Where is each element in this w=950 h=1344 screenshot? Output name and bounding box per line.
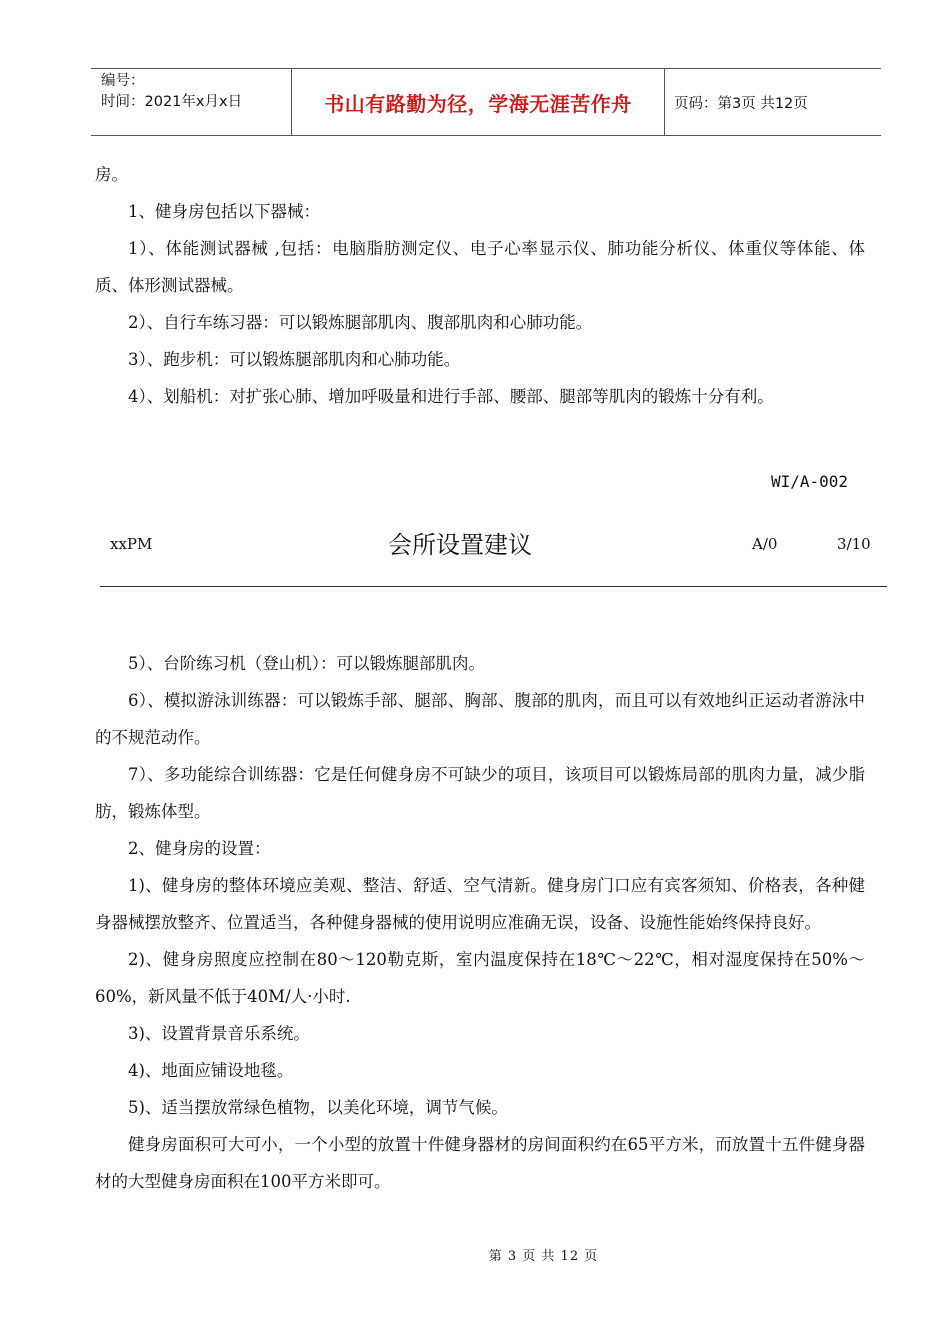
paragraph: 健身房面积可大可小，一个小型的放置十件健身器材的房间面积约在65平方米，而放置十五件健身器材的大型健身房面积在100平方米即可。	[95, 1135, 865, 1191]
page-footer	[0, 1245, 950, 1264]
paragraph: 3)、设置背景音乐系统。	[128, 1024, 310, 1043]
paragraph: 房。	[95, 165, 128, 184]
document-page-label: 3/10	[837, 535, 871, 553]
document-title: 会所设置建议	[388, 531, 532, 559]
paragraph: 1、健身房包括以下器械：	[128, 202, 320, 221]
paragraph: 1)、健身房的整体环境应美观、整洁、舒适、空气清新。健身房门口应有宾客须知、价格表，各种健身器械摆放整齐、位置适当，各种健身器械的使用说明应准确无误，设备、设施性能始终保持良好。	[95, 876, 865, 932]
paragraph: 6）、模拟游泳训练器：可以锻炼手部、腿部、胸部、腹部的肌肉，而且可以有效地纠正运动者游泳中的不规范动作。	[95, 691, 865, 747]
paragraph: 7）、多功能综合训练器：它是任何健身房不可缺少的项目，该项目可以锻炼局部的肌肉力量，减少脂肪，锻炼体型。	[95, 765, 865, 821]
title-divider	[100, 586, 887, 587]
paragraph: 1）、体能测试器械 ,包括：电脑脂肪测定仪、电子心率显示仪、肺功能分析仪、体重仪等体能、体质、体形测试器械。	[95, 239, 865, 295]
document-title-row	[0, 523, 950, 563]
paragraph: 4)、地面应铺设地毯。	[128, 1061, 294, 1080]
company-name: xxPM	[110, 535, 153, 553]
header-meta-cell	[91, 69, 292, 135]
section-1-text	[95, 156, 865, 415]
section-2-text	[95, 645, 865, 1200]
document-code: WI/A-002	[771, 472, 849, 491]
paragraph: 5）、台阶练习机（登山机）：可以锻炼腿部肌肉。	[128, 654, 485, 673]
page-header-table	[91, 68, 881, 136]
paragraph: 2)、健身房照度应控制在80～120勒克斯，室内温度保持在18℃～22℃，相对湿度保持在50%～60%，新风量不低于40M/人·小时.	[95, 950, 865, 1006]
time-label: 时间：2021年x月x日	[101, 94, 243, 110]
paragraph: 3）、跑步机：可以锻炼腿部肌肉和心肺功能。	[128, 350, 461, 369]
header-page-info: 页码：第3页 共12页	[674, 95, 808, 112]
paragraph: 2、健身房的设置：	[128, 839, 271, 858]
paragraph: 2）、自行车练习器：可以锻炼腿部肌肉、腹部肌肉和心肺功能。	[128, 313, 593, 332]
footer-page-number: 第 3 页 共 12 页	[488, 1249, 599, 1264]
revision-label: A/0	[752, 535, 778, 553]
doc-number-label: 编号：	[101, 73, 145, 89]
paragraph: 4）、划船机：对扩张心肺、增加呼吸量和进行手部、腰部、腿部等肌肉的锻炼十分有利。	[128, 387, 774, 406]
header-motto: 书山有路勤为径，学海无涯苦作舟	[292, 69, 665, 135]
paragraph: 5)、适当摆放常绿色植物，以美化环境，调节气候。	[128, 1098, 508, 1117]
